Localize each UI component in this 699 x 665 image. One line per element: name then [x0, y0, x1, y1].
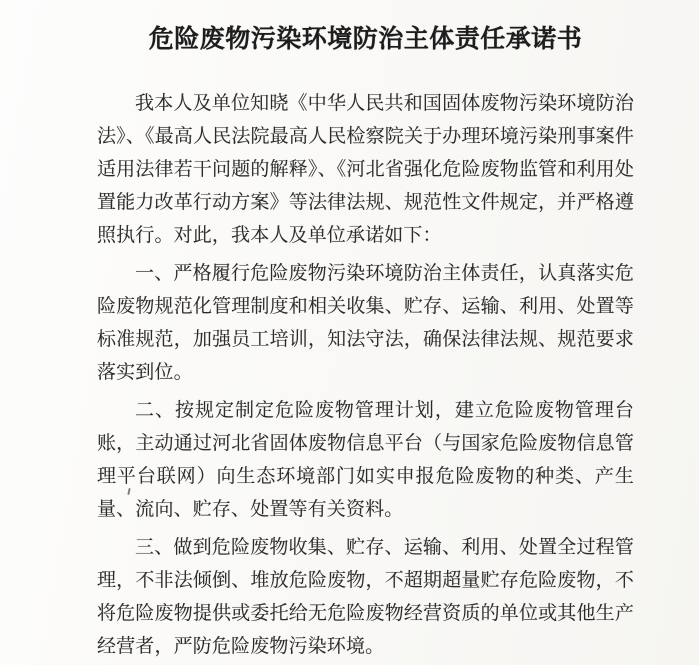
document-title: 危险废物污染环境防治主体责任承诺书 [148, 26, 583, 53]
document-content [97, 0, 634, 665]
commitment-item-2-paragraph: 二、按规定制定危险废物管理计划，建立危险废物管理台账，主动通过河北省固体废物信息平台（与国家危险废物信息管理平台联网）向生态环境部门如实申报危险废物的种类、产生量、流向、贮存、处置等有关资料。 [97, 400, 634, 520]
commitment-item-3-paragraph: 三、做到危险废物收集、贮存、运输、利用、处置全过程管理，不非法倾倒、堆放危险废物，不超期超量贮存危险废物，不将危险废物提供或委托给无危险废物经营资质的单位或其他生产经营者，严防危险废物污染环境。 [97, 537, 634, 657]
commitment-item-1-paragraph: 一、严格履行危险废物污染环境防治主体责任，认真落实危险废物规范化管理制度和相关收集、贮存、运输、利用、处置等标准规范，加强员工培训，知法守法，确保法律法规、规范要求落实到位。 [97, 263, 634, 383]
intro-paragraph: 我本人及单位知晓《中华人民共和国固体废物污染环境防治法》、《最高人民法院最高人民检察院关于办理环境污染刑事案件适用法律若干问题的解释》、《河北省强化危险废物监管和利用处置能力改革行动方案》等法律法规、规范性文件规定，并严格遵照执行。对此，我本人及单位承诺如下： [97, 93, 634, 246]
document-body [97, 87, 634, 663]
